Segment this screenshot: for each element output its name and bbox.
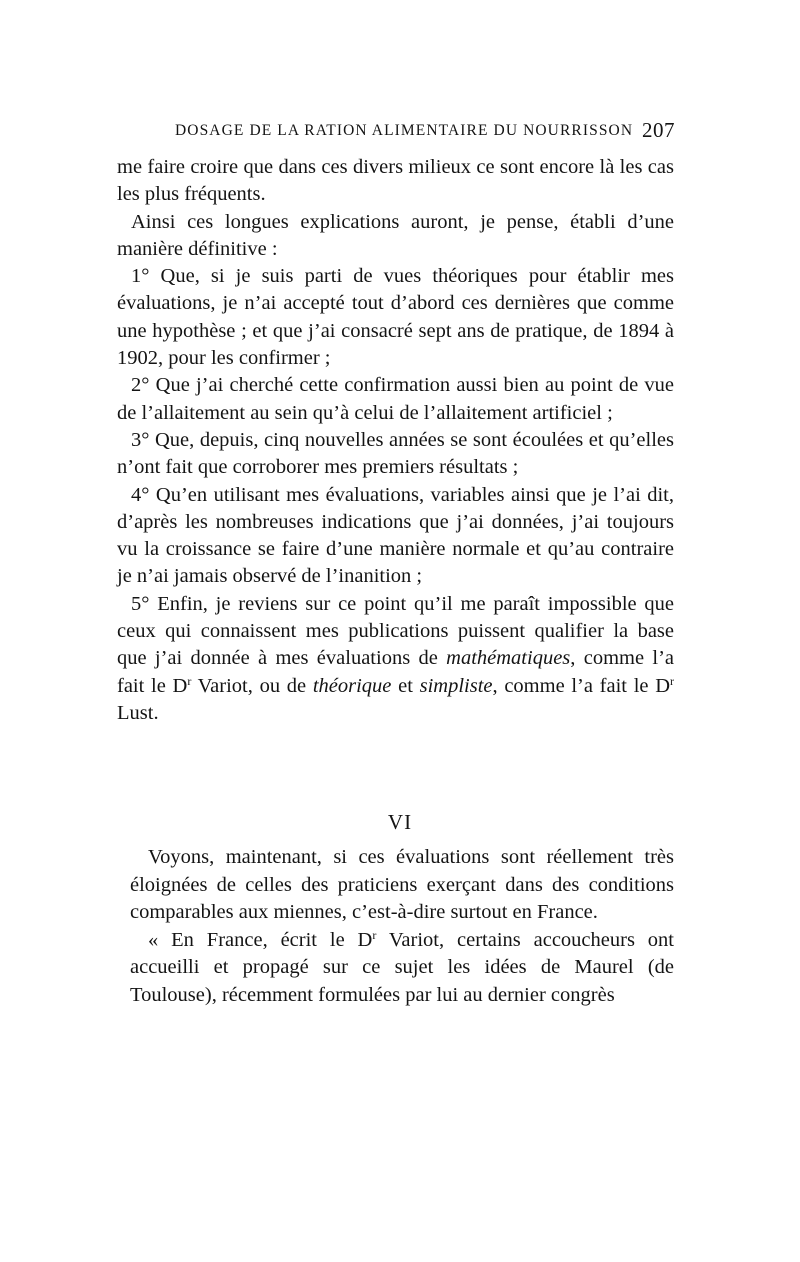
superscript: r bbox=[372, 927, 377, 942]
list-item bbox=[117, 591, 674, 727]
list-item: 1° Que, si je suis parti de vues théoriques pour établir mes évaluations, je n’ai accepté tout d’abord ces dernières que comme une hypothèse ; et que j’ai consacré sept ans de pratique, de 1894 à 1902, pour les confirmer ; bbox=[117, 265, 674, 370]
italic-term: théorique bbox=[312, 674, 392, 697]
text-run: Variot, ou de bbox=[191, 674, 313, 697]
superscript: r bbox=[670, 673, 674, 688]
superscript: r bbox=[187, 673, 192, 688]
running-title: DOSAGE DE LA RATION ALIMENTAIRE DU NOURRISSON bbox=[175, 122, 634, 139]
section-heading: VI bbox=[387, 810, 413, 834]
text-run: , comme l’a fait le D bbox=[117, 647, 674, 697]
text-run: , comme l’a fait le D bbox=[492, 674, 670, 697]
paragraph bbox=[130, 927, 674, 1010]
paragraph: me faire croire que dans ces divers milieux ce sont encore là les cas les plus fréquents. bbox=[117, 156, 674, 206]
text-run: 5° Enfin, je reviens sur ce point qu’il me paraît impossible que ceux qui connaissent mes publications puissent qualifier la base que j’ai donnée à mes évaluations de bbox=[117, 592, 674, 670]
text-run: Lust. bbox=[117, 701, 159, 724]
list-item: 2° Que j’ai cherché cette confirmation aussi bien au point de vue de l’allaitement au sein qu’à celui de l’allaitement artificiel ; bbox=[117, 374, 674, 424]
main-text bbox=[117, 154, 674, 727]
paragraph: Voyons, maintenant, si ces évaluations sont réellement très éloignées de celles des praticiens exerçant dans des conditions comparables aux miennes, c’est-à-dire surtout en France. bbox=[130, 846, 674, 924]
text-run: « En France, écrit le D bbox=[148, 928, 373, 951]
section-text bbox=[130, 844, 674, 1010]
list-item: 3° Que, depuis, cinq nouvelles années se sont écoulées et qu’elles n’ont fait que corroborer mes premiers résultats ; bbox=[117, 428, 674, 479]
text-run: et bbox=[391, 674, 420, 697]
running-header bbox=[175, 118, 675, 144]
italic-term: simpliste bbox=[419, 674, 493, 697]
page-number: 207 bbox=[642, 118, 675, 142]
italic-term: mathématiques bbox=[446, 647, 571, 670]
text-run: Variot, certains accoucheurs ont accueilli et propagé sur ce sujet les idées de Maurel (de Toulouse), récemment formulées par lui au dernier congrès bbox=[130, 928, 675, 1006]
paragraph: Ainsi ces longues explications auront, je pense, établi d’une manière définitive : bbox=[117, 210, 674, 260]
list-item: 4° Qu’en utilisant mes évaluations, variables ainsi que je l’ai dit, d’après les nombreuses indications que j’ai données, j’ai toujours vu la croissance se faire d’une manière normale et qu’au contraire je n’ai jamais observé de l’inanition ; bbox=[117, 483, 674, 588]
